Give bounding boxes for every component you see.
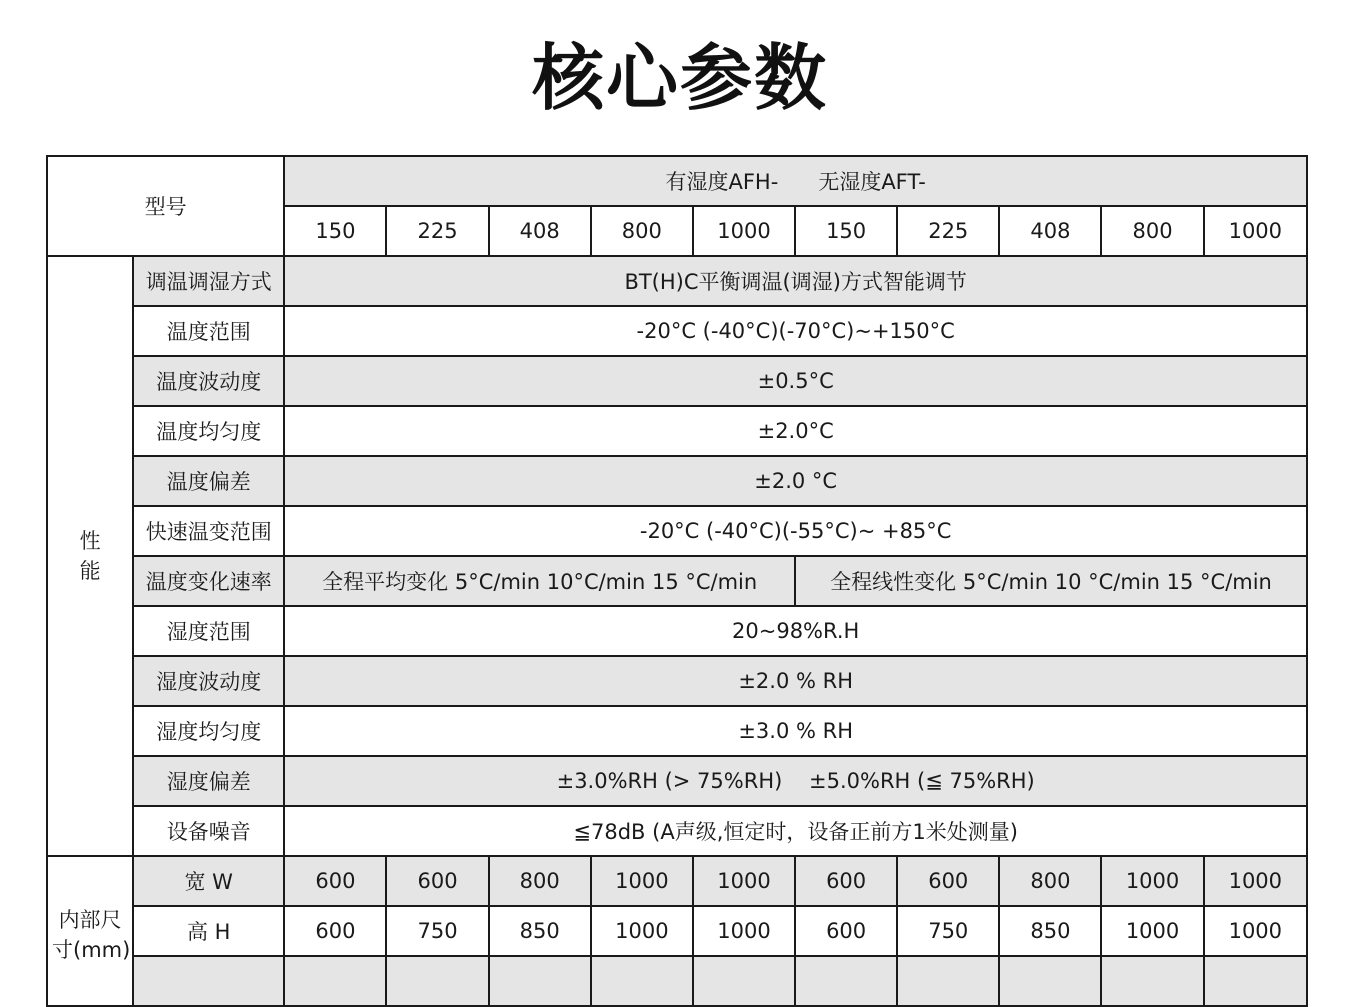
dimension-value: 800 [999, 856, 1101, 906]
page-title: 核心参数 [531, 36, 828, 120]
dimension-value: 600 [284, 856, 386, 906]
dimension-value: 600 [795, 906, 897, 956]
spec-row [47, 806, 1307, 856]
spec-value: -20°C (-40°C)(-55°C)~ +85°C [284, 506, 1307, 556]
dimension-value [795, 956, 897, 1006]
dimension-label: 宽 W [133, 856, 284, 906]
model-number: 1000 [1204, 206, 1307, 256]
spec-label: 温度偏差 [133, 456, 284, 506]
model-number: 408 [999, 206, 1101, 256]
dimension-value [1101, 956, 1203, 1006]
spec-value: 20~98%R.H [284, 606, 1307, 656]
model-series: 有湿度AFH- 无湿度AFT- [284, 156, 1307, 206]
dimension-value: 1000 [1101, 906, 1203, 956]
spec-label: 温度均匀度 [133, 406, 284, 456]
dimension-value: 1000 [693, 856, 795, 906]
model-series-row [47, 156, 1307, 206]
dimension-value [1204, 956, 1307, 1006]
spec-row [47, 356, 1307, 406]
spec-value: -20°C (-40°C)(-70°C)~+150°C [284, 306, 1307, 356]
spec-row [47, 506, 1307, 556]
dimension-value [693, 956, 795, 1006]
model-number: 800 [591, 206, 693, 256]
dimension-row [47, 856, 1307, 906]
spec-label: 湿度偏差 [133, 756, 284, 806]
dimension-value: 1000 [591, 906, 693, 956]
dimension-value: 1000 [693, 906, 795, 956]
spec-value: BT(H)C平衡调温(调湿)方式智能调节 [284, 256, 1307, 306]
dimension-value: 1000 [1101, 856, 1203, 906]
dimension-value: 850 [489, 906, 591, 956]
spec-value-left: 全程平均变化 5°C/min 10°C/min 15 °C/min [284, 556, 795, 606]
dimension-value: 750 [386, 906, 488, 956]
spec-value: ±0.5°C [284, 356, 1307, 406]
spec-value: ±3.0 % RH [284, 706, 1307, 756]
dimension-value [386, 956, 488, 1006]
spec-label: 温度波动度 [133, 356, 284, 406]
model-number: 150 [284, 206, 386, 256]
dimension-row-cut [47, 956, 1307, 1006]
dimension-value: 750 [897, 906, 999, 956]
dimension-value: 600 [284, 906, 386, 956]
spec-value: ±3.0%RH (> 75%RH) ±5.0%RH (≦ 75%RH) [284, 756, 1307, 806]
dimension-value: 600 [897, 856, 999, 906]
spec-value: ≦78dB (A声级,恒定时，设备正前方1米处测量) [284, 806, 1307, 856]
spec-label: 快速温变范围 [133, 506, 284, 556]
spec-table [46, 155, 1308, 1007]
spec-label: 温度范围 [133, 306, 284, 356]
dimension-value [897, 956, 999, 1006]
dimension-value: 600 [386, 856, 488, 906]
spec-row [47, 606, 1307, 656]
spec-row [47, 756, 1307, 806]
spec-value: ±2.0 °C [284, 456, 1307, 506]
dimension-value [999, 956, 1101, 1006]
dimension-value [591, 956, 693, 1006]
model-number: 408 [489, 206, 591, 256]
spec-row [47, 706, 1307, 756]
model-number: 150 [795, 206, 897, 256]
spec-row [47, 656, 1307, 706]
dimension-value [489, 956, 591, 1006]
spec-label: 湿度波动度 [133, 656, 284, 706]
model-number: 1000 [693, 206, 795, 256]
dimension-value: 1000 [1204, 906, 1307, 956]
performance-group-label: 性 能 [47, 256, 133, 856]
spec-value-right: 全程线性变化 5°C/min 10 °C/min 15 °C/min [795, 556, 1307, 606]
model-number: 225 [386, 206, 488, 256]
model-label: 型号 [47, 156, 284, 256]
spec-row [47, 406, 1307, 456]
dimension-value: 1000 [1204, 856, 1307, 906]
spec-value: ±2.0°C [284, 406, 1307, 456]
dimension-value: 1000 [591, 856, 693, 906]
spec-row [47, 306, 1307, 356]
spec-row [47, 256, 1307, 306]
dimension-value: 850 [999, 906, 1101, 956]
dimension-group-label: 内部尺 寸(mm) [47, 856, 133, 1006]
spec-label: 调温调湿方式 [133, 256, 284, 306]
dimension-value [284, 956, 386, 1006]
spec-label: 设备噪音 [133, 806, 284, 856]
dimension-label: 高 H [133, 906, 284, 956]
dimension-value: 600 [795, 856, 897, 906]
spec-value: ±2.0 % RH [284, 656, 1307, 706]
dimension-row [47, 906, 1307, 956]
spec-row [47, 556, 1307, 606]
spec-row [47, 456, 1307, 506]
model-number: 800 [1101, 206, 1203, 256]
spec-label: 温度变化速率 [133, 556, 284, 606]
dimension-value: 800 [489, 856, 591, 906]
model-number: 225 [897, 206, 999, 256]
dimension-label [133, 956, 284, 1006]
spec-label: 湿度均匀度 [133, 706, 284, 756]
spec-label: 湿度范围 [133, 606, 284, 656]
